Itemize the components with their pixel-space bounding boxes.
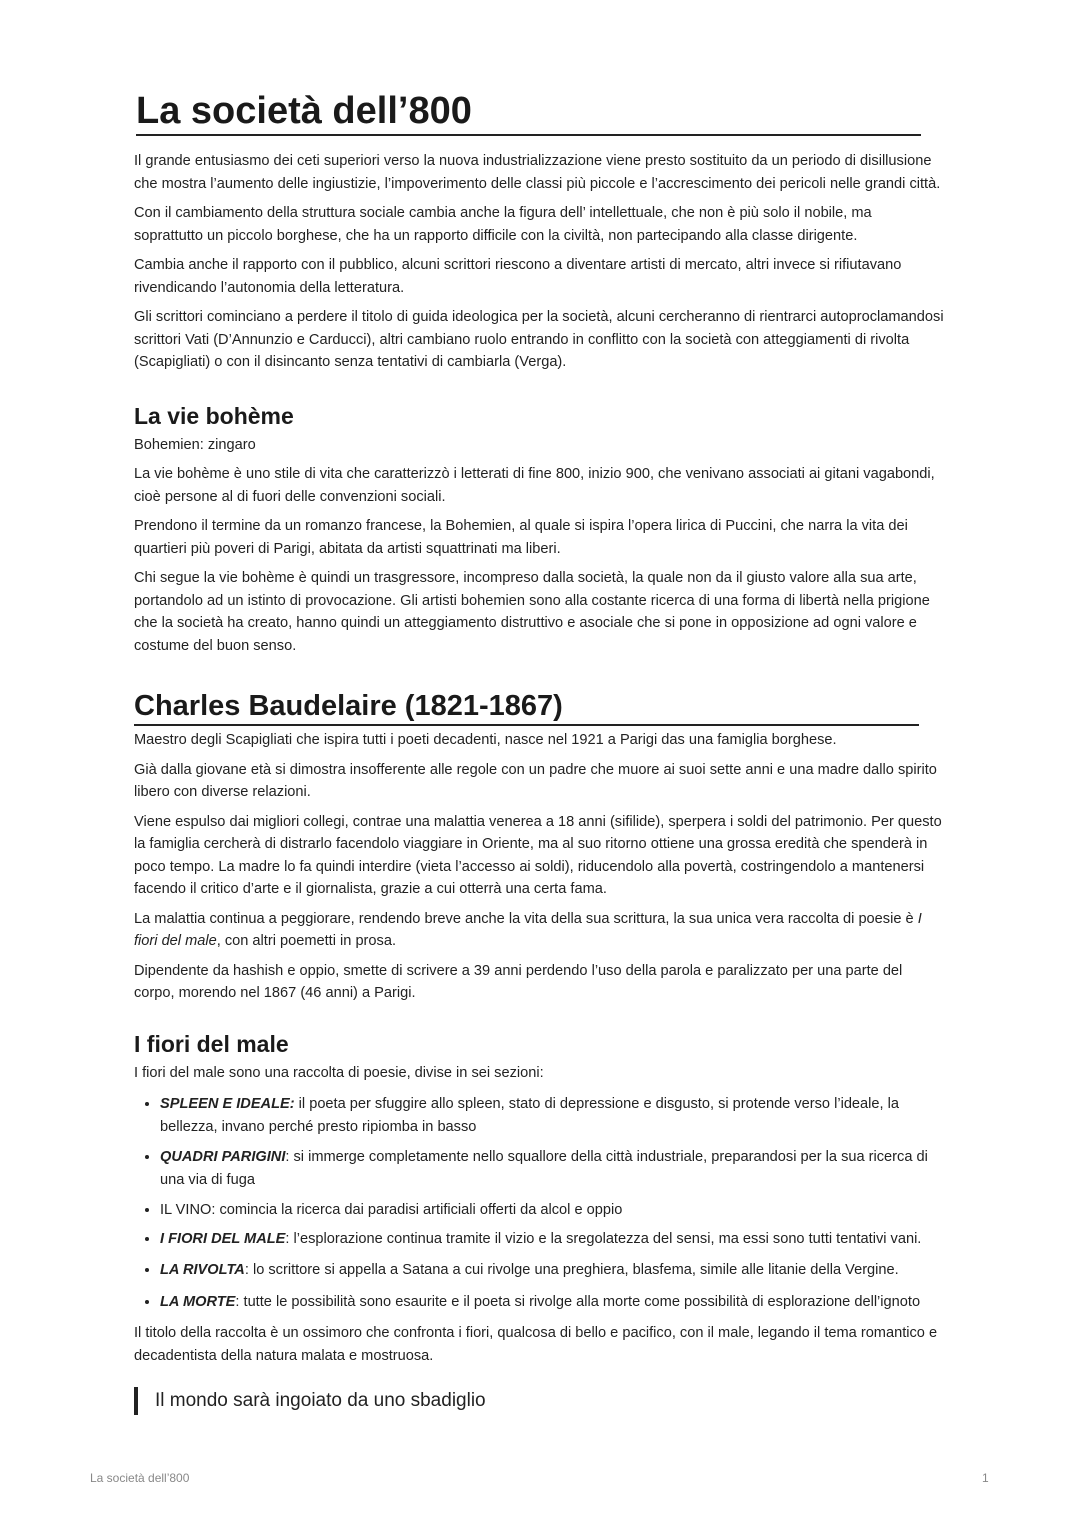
paragraph: Con il cambiamento della struttura sociale cambia anche la figura dell’ intellettuale, che non è più solo il nobile, ma soprattutto un piccolo borghese, che ha un rapporto difficile con la civiltà, non partecipando alla classe dirigente.	[134, 205, 872, 244]
blockquote: Il mondo sarà ingoiato da uno sbadiglio	[134, 1387, 944, 1415]
paragraph: La vie bohème è uno stile di vita che caratterizzò i letterati di fine 800, inizio 900, che venivano associati ai gitani vagabondi, cioè persone al di fuori delle convenzioni sociali.	[134, 466, 935, 505]
book-title: I fiori del male	[134, 910, 922, 949]
paragraph-text: La malattia continua a peggiorare, rendendo breve anche la vita della sua scrittura, la sua unica vera raccolta di poesie è	[134, 910, 918, 927]
paragraph: Già dalla giovane età si dimostra insofferente alle regole con un padre che muore ai suoi sette anni e una madre dallo spirito libero con diverse relazioni.	[134, 761, 937, 800]
list-item-text: : si immerge completamente nello squallore della città industriale, preparandosi per la sua ricerca di una via di fuga	[160, 1149, 928, 1188]
list-item	[160, 1291, 944, 1314]
section-heading-vie-boheme: La vie bohème	[134, 402, 294, 429]
paragraph: Prendono il termine da un romanzo francese, la Bohemien, al quale si ispira l’opera lirica di Puccini, che narra la vita dei quartieri più poveri di Parigi, abitata da artisti squattrinati ma liberi.	[134, 518, 908, 557]
list-item-label: I FIORI DEL MALE	[160, 1230, 286, 1247]
list-item-text: il poeta per sfuggire allo spleen, stato di depressione e disgusto, si protende verso l’ideale, la bellezza, invano perché presto ripiomba in basso	[160, 1096, 899, 1135]
paragraph: I fiori del male sono una raccolta di poesie, divise in sei sezioni:	[134, 1064, 544, 1081]
list-item-text: : l’esplorazione continua tramite il vizio e la sregolatezza del sensi, ma essi sono tutti tentativi vani.	[285, 1230, 922, 1247]
page-number: 1	[982, 1471, 989, 1485]
paragraph: Il titolo della raccolta è un ossimoro che confronta i fiori, qualcosa di bello e pacifico, con il male, legando il tema romantico e decadentista della natura malata e mostruosa.	[134, 1325, 938, 1364]
paragraph: Maestro degli Scapigliati che ispira tutti i poeti decadenti, nasce nel 1921 a Parigi das una famiglia borghese.	[134, 732, 837, 748]
list-item	[160, 1199, 944, 1222]
paragraph: Chi segue la vie bohème è quindi un trasgressore, incompreso dalla società, la quale non da il giusto valore alla sua arte, portandolo ad un istinto di provocazione. Gli artisti bohemien sono alla costante ricerca di una forma di libertà nella prigione che la società ha creato, hanno quindi un atteggiamento distruttivo e asociale che si pone in opposizione ad ogni valore e costume del buon senso.	[134, 570, 930, 654]
section-heading-baudelaire: Charles Baudelaire (1821-1867)	[134, 688, 919, 726]
list-item-text: : tutte le possibilità sono esaurite e il poeta si rivolge alla morte come possibilità di esplorazione dell’ignoto	[235, 1293, 921, 1310]
list-item	[160, 1228, 944, 1251]
paragraph: Gli scrittori cominciano a perdere il titolo di guida ideologica per la società, alcuni cercheranno di rientrarci autoproclamandosi scrittori Vati (D’Annunzio e Carducci), altri cambiano ruolo entrando in conflitto con la società con atteggiamenti di rivolta (Scapigliati) o con il disincanto senza tentativi di cambiarla (Verga).	[134, 309, 944, 370]
list-item-label: LA RIVOLTA	[160, 1262, 245, 1278]
page-title: La società dell’800	[136, 88, 921, 136]
document-body	[134, 88, 944, 1415]
footer-title: La società dell’800	[90, 1471, 190, 1485]
list-item-label: QUADRI PARIGINI	[160, 1149, 286, 1165]
list-item	[160, 1093, 944, 1138]
paragraph: Viene espulso dai migliori collegi, contrae una malattia venerea a 18 anni (sifilide), sperpera i soldi del patrimonio. Per questo la famiglia cercherà di distrarlo facendolo viaggiare in Oriente, ma al suo ritorno ottiene una grossa eredità che spenderà in poco tempo. La madre lo fa quindi interdire (vieta l’accesso ai soldi), riducendolo alla povertà, costringendolo a mantenersi facendo il critico d’arte e il giornalista, grazie a cui otterrà una certa fama.	[134, 813, 942, 897]
list-item-label: IL VINO: comincia la ricerca dai paradisi artificiali offerti da alcol e oppio	[160, 1202, 623, 1218]
paragraph: Il grande entusiasmo dei ceti superiori verso la nuova industrializzazione viene presto sostituito da un periodo di disillusione che mostra l’aumento delle ingiustizie, l’impoverimento delle classi più piccole e l’accrescimento dei pericoli nelle grandi città.	[134, 153, 941, 192]
paragraph: Cambia anche il rapporto con il pubblico, alcuni scrittori riescono a diventare artisti di mercato, altri invece si rifiutavano rivendicando l’autonomia della letteratura.	[134, 257, 902, 296]
list-item-label: SPLEEN E IDEALE:	[160, 1096, 295, 1112]
list-item-text: : lo scrittore si appella a Satana a cui rivolge una preghiera, blasfema, simile alle litanie della Vergine.	[244, 1262, 899, 1278]
sections-list	[134, 1093, 944, 1313]
list-item	[160, 1146, 944, 1191]
paragraph-text: , con altri poemetti in prosa.	[216, 933, 396, 949]
list-item-label: LA MORTE	[160, 1293, 236, 1310]
paragraph: Dipendente da hashish e oppio, smette di scrivere a 39 anni perdendo l’uso della parola e paralizzato per una parte del corpo, morendo nel 1867 (46 anni) a Parigi.	[134, 962, 903, 1001]
section-heading-fiori-del-male: I fiori del male	[134, 1030, 289, 1057]
paragraph	[134, 908, 944, 953]
list-item	[160, 1259, 944, 1282]
paragraph: Bohemien: zingaro	[134, 436, 256, 453]
